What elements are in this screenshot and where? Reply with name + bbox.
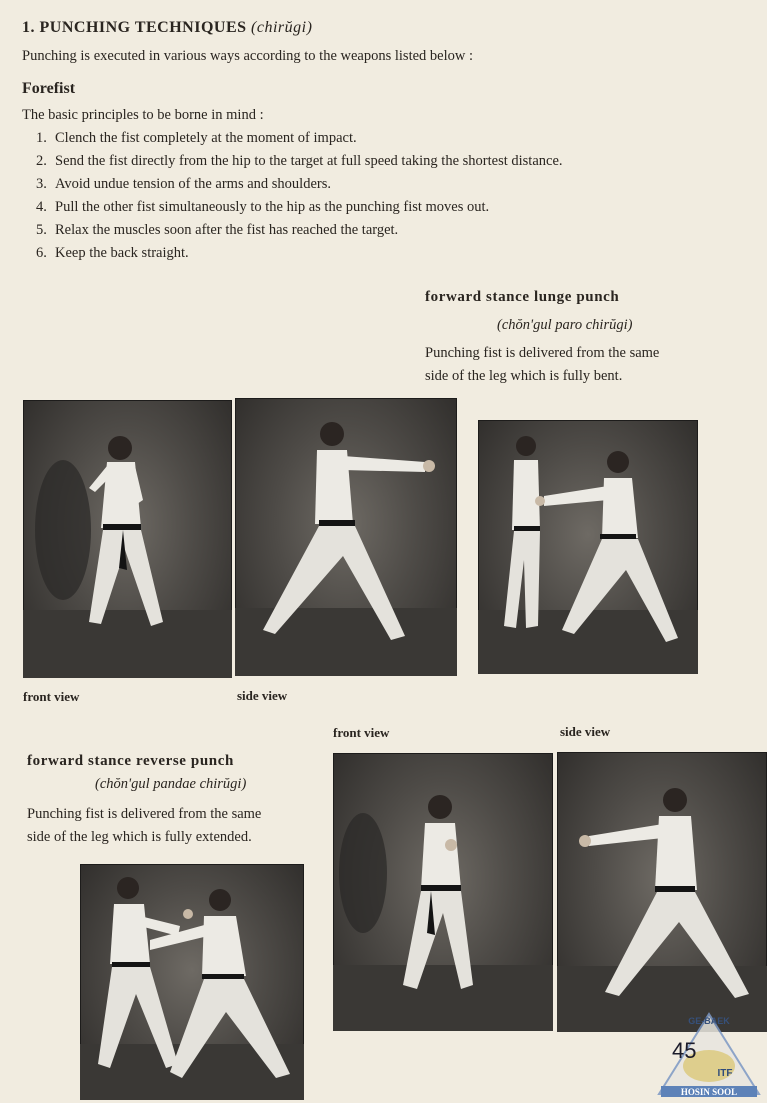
photo-lunge-front bbox=[23, 400, 232, 678]
badge-top-text: GE-BAEK bbox=[688, 1016, 730, 1026]
section-number: 1. bbox=[22, 19, 35, 36]
principles-list bbox=[22, 127, 612, 265]
list-item: 4. Pull the other fist simultaneously to the hip as the punching fist moves out. bbox=[36, 199, 490, 215]
badge-bottom-text: HOSIN SOOL bbox=[680, 1087, 738, 1097]
section-title: PUNCHING TECHNIQUES bbox=[39, 19, 247, 36]
list-item: 3. Avoid undue tension of the arms and shoulders. bbox=[36, 176, 331, 192]
lunge-punch-title: forward stance lunge punch bbox=[425, 289, 620, 305]
section-title-korean: (chirŭgi) bbox=[251, 19, 313, 36]
caption-front-view-1: front view bbox=[23, 689, 80, 704]
lunge-punch-korean: (chŏn'gul paro chirŭgi) bbox=[497, 317, 633, 333]
reverse-punch-desc-2: side of the leg which is fully extended. bbox=[27, 829, 252, 845]
reverse-punch-title: forward stance reverse punch bbox=[27, 753, 234, 769]
page-number: 45 bbox=[672, 1038, 697, 1063]
photo-reverse-partner bbox=[80, 864, 304, 1100]
lunge-punch-desc-1: Punching fist is delivered from the same bbox=[425, 345, 660, 361]
badge-mid-text: ITF bbox=[717, 1068, 733, 1079]
lunge-punch-desc-2: side of the leg which is fully bent. bbox=[425, 368, 623, 384]
photo-lunge-side bbox=[235, 398, 457, 676]
section-heading bbox=[22, 19, 312, 37]
list-item: 2. Send the fist directly from the hip to the target at full speed taking the shortest distance. bbox=[36, 153, 563, 169]
list-item: 1. Clench the fist completely at the moment of impact. bbox=[36, 130, 357, 146]
list-item: 6. Keep the back straight. bbox=[36, 245, 189, 261]
section-intro: Punching is executed in various ways according to the weapons listed below : bbox=[22, 48, 474, 64]
caption-side-view-1: side view bbox=[237, 688, 288, 703]
reverse-punch-korean: (chŏn'gul pandae chirŭgi) bbox=[95, 776, 247, 792]
forefist-heading: Forefist bbox=[22, 80, 76, 97]
forefist-lead: The basic principles to be borne in mind : bbox=[22, 107, 264, 123]
photo-reverse-front bbox=[333, 753, 553, 1031]
reverse-punch-desc-1: Punching fist is delivered from the same bbox=[27, 806, 262, 822]
caption-side-view-2: side view bbox=[560, 724, 611, 739]
caption-front-view-2: front view bbox=[333, 725, 390, 740]
list-item: 5. Relax the muscles soon after the fist has reached the target. bbox=[36, 222, 399, 238]
photo-lunge-partner bbox=[478, 420, 698, 674]
photo-reverse-side bbox=[557, 752, 767, 1032]
